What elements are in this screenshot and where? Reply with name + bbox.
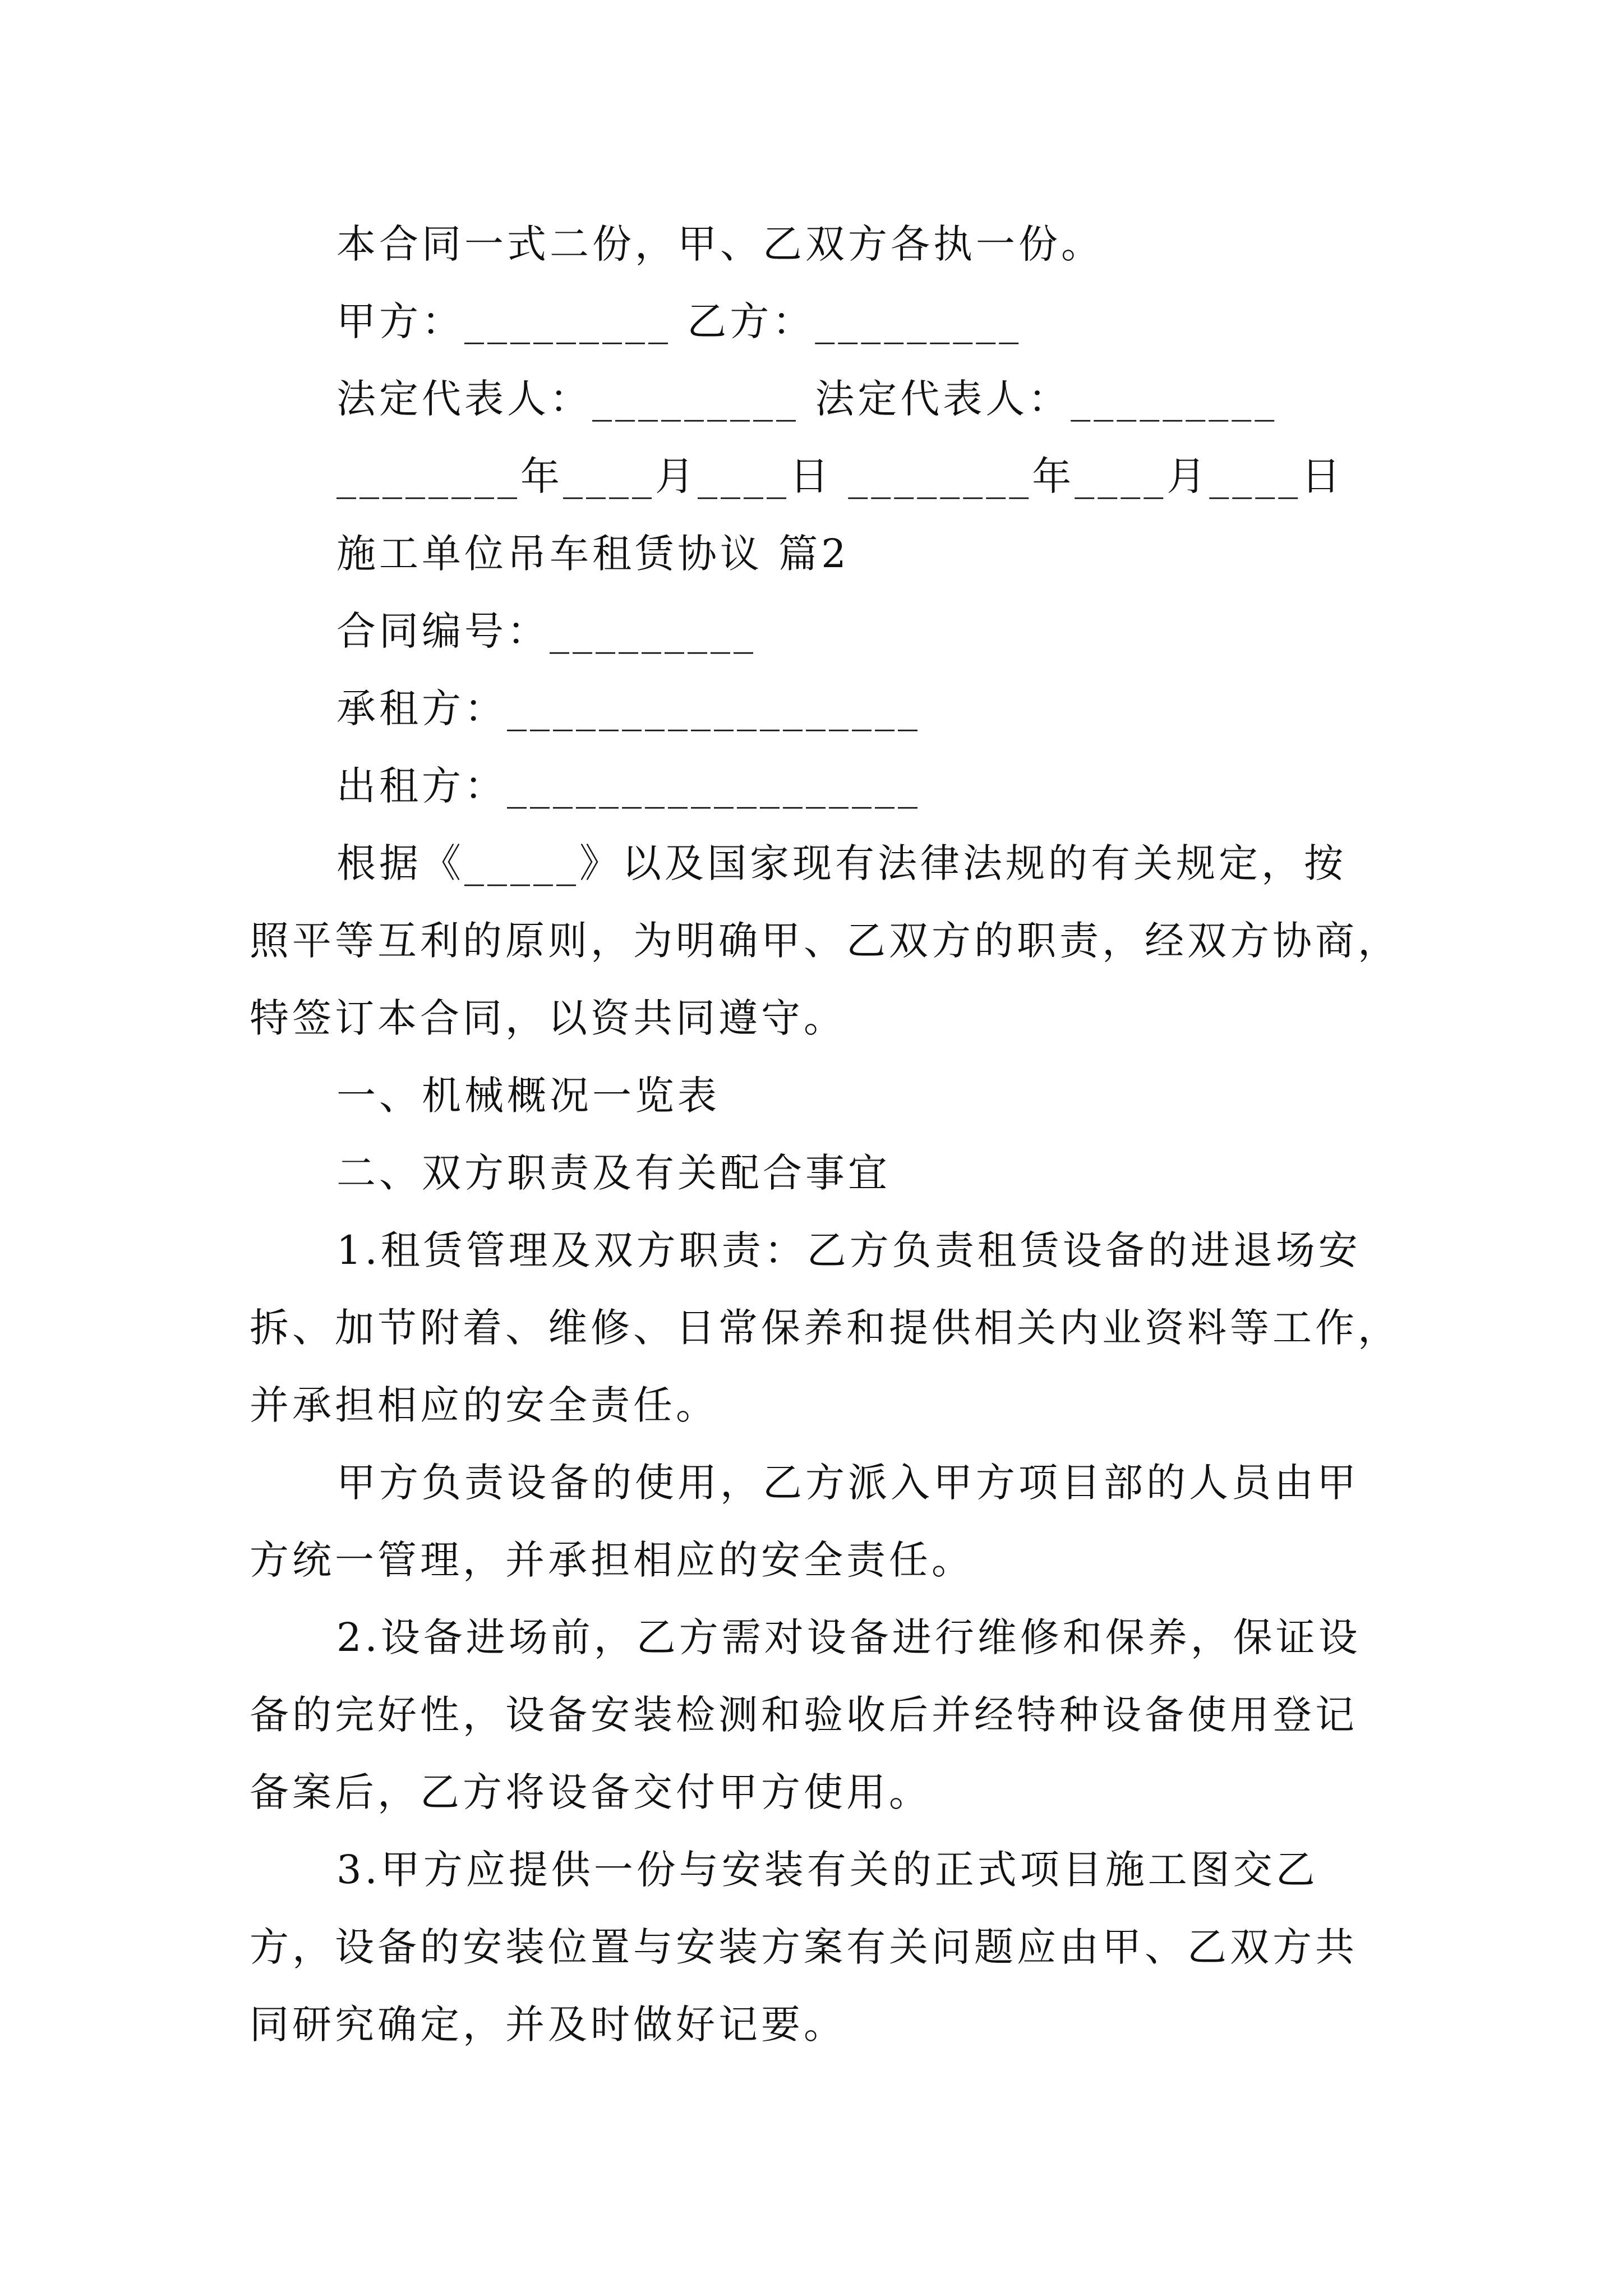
clause-2-line-2: 备的完好性，设备安装检测和验收后并经特种设备使用登记 <box>250 1692 1358 1738</box>
clause-2-line-3: 备案后，乙方将设备交付甲方使用。 <box>250 1769 932 1815</box>
clause-3-line-3: 同研究确定，并及时做好记要。 <box>250 2001 846 2047</box>
clause-3-line-2: 方，设备的安装位置与安装方案有关问题应由甲、乙双方共 <box>250 1924 1358 1970</box>
section-title: 施工单位吊车租赁协议 篇2 <box>336 531 850 577</box>
clause-2-line-1: 2.设备进场前，乙方需对设备进行维修和保养，保证设 <box>336 1614 1361 1660</box>
clause-1b-line-2: 方统一管理，并承担相应的安全责任。 <box>250 1537 974 1583</box>
preamble-line-1: 根据《_____》以及国家现有法律法规的有关规定，按 <box>336 840 1347 886</box>
legal-representative-line: 法定代表人：_________ 法定代表人：_________ <box>336 376 1278 422</box>
date-line: ________年____月____日 ________年____月____日 <box>336 453 1344 499</box>
copies-clause: 本合同一式二份，甲、乙双方各执一份。 <box>336 221 1104 267</box>
preamble-line-3: 特签订本合同，以资共同遵守。 <box>250 995 846 1041</box>
lessor-line: 出租方：__________________ <box>336 763 921 809</box>
clause-1-line-1: 1.租赁管理及双方职责：乙方负责租赁设备的进退场安 <box>336 1227 1361 1273</box>
contract-number-line: 合同编号：_________ <box>336 608 757 654</box>
clause-1-line-3: 并承担相应的安全责任。 <box>250 1382 718 1428</box>
clause-1b-line-1: 甲方负责设备的使用，乙方派入甲方项目部的人员由甲 <box>336 1460 1359 1506</box>
heading-equipment-overview: 一、机械概况一览表 <box>336 1073 720 1119</box>
heading-responsibilities: 二、双方职责及有关配合事宜 <box>336 1150 891 1196</box>
clause-1-line-2: 拆、加节附着、维修、日常保养和提供相关内业资料等工作， <box>250 1305 1400 1351</box>
clause-3-line-1: 3.甲方应提供一份与安装有关的正式项目施工图交乙 <box>336 1847 1318 1893</box>
lessee-line: 承租方：__________________ <box>336 685 921 731</box>
preamble-line-2: 照平等互利的原则，为明确甲、乙双方的职责，经双方协商， <box>250 918 1400 964</box>
party-signature-line: 甲方：_________ 乙方：_________ <box>336 298 1022 344</box>
